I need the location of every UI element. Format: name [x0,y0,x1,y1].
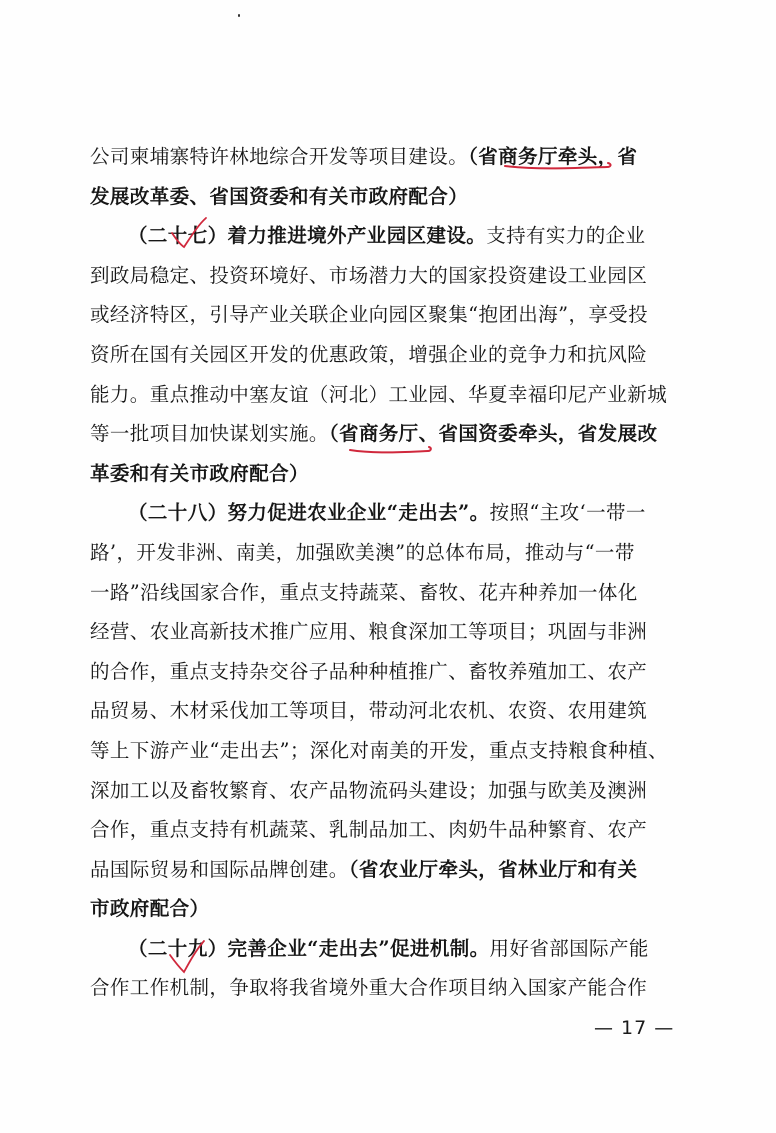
text-line [90,454,690,494]
text-line [90,968,690,1008]
page-number: — 17 — [594,1017,675,1039]
text-line [90,850,690,890]
text-line [90,810,690,850]
text-segment: 资所在国有关园区开发的优惠政策，增强企业的竞争力和抗风险 [90,342,648,366]
text-segment: 或经济特区，引导产业关联企业向园区聚集“抱团出海”，享受投 [90,303,649,327]
text-line [90,177,690,217]
text-segment: 到政局稳定、投资环境好、市场潜力大的国家投资建设工业园区 [90,263,648,287]
text-line [90,612,690,652]
text-line [90,256,690,296]
text-segment: 一路”沿线国家合作，重点支持蔬菜、畜牧、花卉种养加一体化 [90,580,638,604]
bold-text-segment: （省商务厅、省国资委牵头，省发展改 [328,422,658,446]
text-line [90,652,690,692]
text-line [90,691,690,731]
text-segment: 路’，开发非洲、南美，加强欧美澳”的总体布局，推动与“一带 [90,540,635,564]
text-segment: 合作，重点支持有机蔬菜、乳制品加工、肉奶牛品种繁育、农产 [90,818,648,842]
text-segment: 能力。重点推动中塞友谊（河北）工业园、华夏幸福印尼产业新城 [90,382,668,406]
text-segment: 品贸易、木材采伐加工等项目，带动河北农机、农资、农用建筑 [90,699,648,723]
scan-speck [238,14,240,17]
document-body [90,137,690,1008]
text-line [90,533,690,573]
bold-text-segment: 革委和有关市政府配合） [90,461,309,485]
bold-text-segment: （二十八）努力促进农业企业“走出去”。 [128,501,490,525]
text-segment: 深加工以及畜牧繁育、农产品物流码头建设；加强与欧美及澳洲 [90,778,648,802]
text-segment: 等上下游产业“走出去”；深化对南美的开发，重点支持粮食种植、 [90,738,668,762]
text-line [90,771,690,811]
bold-text-segment: （省农业厅牵头，省林业厅和有关 [348,857,638,881]
text-line [90,414,690,454]
bold-text-segment: （二十九）完善企业“走出去”促进机制。 [128,936,490,960]
text-line [90,889,690,929]
text-line [90,929,690,969]
text-segment: 经营、农业高新技术推广应用、粮食深加工等项目；巩固与非洲 [90,620,648,644]
text-segment: 品国际贸易和国际品牌创建。 [90,857,349,881]
bold-text-segment: 市政府配合） [90,897,210,921]
text-segment: 的合作，重点支持杂交谷子品种种植推广、畜牧养殖加工、农产 [90,659,648,683]
text-line [90,216,690,256]
text-segment: 按照“主攻‘一带一 [489,501,646,525]
text-line [90,375,690,415]
text-line [90,493,690,533]
text-line [90,335,690,375]
text-segment: 用好省部国际产能 [489,936,649,960]
text-line [90,295,690,335]
bold-text-segment: 发展改革委、省国资委和有关市政府配合） [90,184,469,208]
bold-text-segment: （省商务厅牵头，省 [468,145,638,168]
text-line [90,573,690,613]
text-line [90,137,690,177]
text-segment: 合作工作机制，争取将我省境外重大合作项目纳入国家产能合作 [90,976,648,1000]
text-segment: 公司柬埔寨特许林地综合开发等项目建设。 [90,145,469,168]
text-segment: 支持有实力的企业 [486,224,646,248]
text-line [90,731,690,771]
text-segment: 等一批项目加快谋划实施。 [90,422,329,446]
bold-text-segment: （二十七）着力推进境外产业园区建设。 [128,224,487,248]
